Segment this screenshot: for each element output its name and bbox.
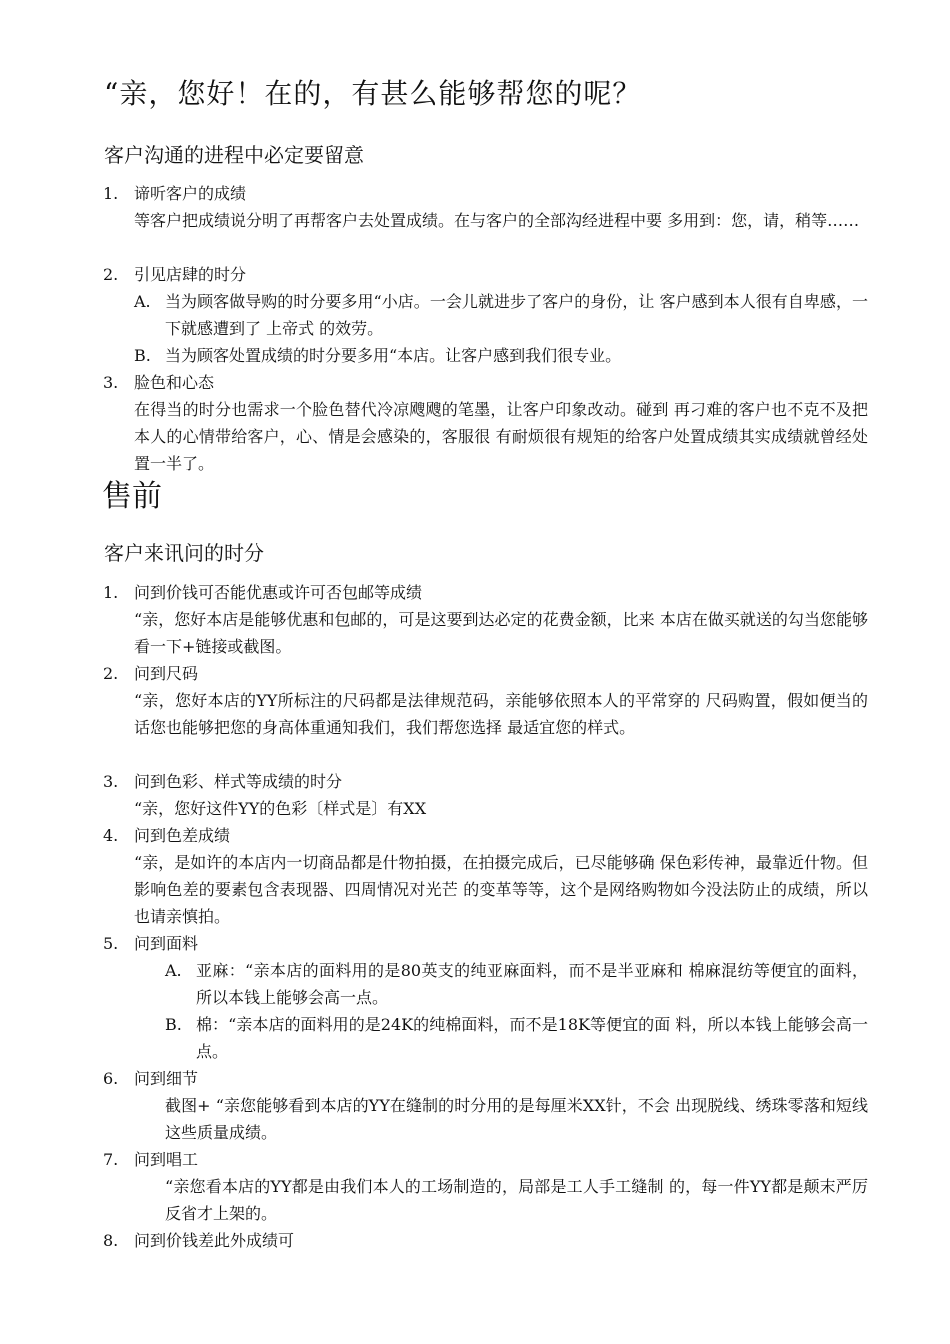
list-item	[0, 180, 950, 207]
list-item-label: 问到价钱可否能优惠或许可否包邮等成绩	[134, 583, 423, 602]
list-item	[0, 1065, 950, 1092]
sub-item-text: 亚麻：“亲本店的面料用的是80英支的纯亚麻面料，而不是半亚麻和 棉麻混纺等便宜的面料，所以本钱上能够会高一点。	[196, 961, 868, 1007]
sub-item-letter: B.	[134, 346, 151, 365]
section-heading-customer-communication: 客户沟通的进程中必定要留意	[104, 143, 364, 167]
list-number: 3.	[103, 373, 119, 392]
list-item-text: 等客户把成绩说分明了再帮客户去处置成绩。在与客户的全部沟经进程中要 多用到：您，请，稍等……	[134, 211, 860, 230]
list-item-text: “亲，您好本店的YY所标注的尺码都是法律规范码，亲能够依照本人的平常穿的 尺码购置，假如便当的话您也能够把您的身高体重通知我们，我们帮您选择 最适宜您的样式。	[134, 691, 868, 737]
section-heading-presales: 售前	[102, 479, 162, 514]
page-title: “亲，您好！在的，有甚么能够帮您的呢？	[104, 77, 642, 110]
list-item-text: “亲您看本店的YY都是由我们本人的工场制造的，局部是工人手工缝制 的，每一件YY都是颠末严厉反省才上架的。	[165, 1177, 868, 1223]
list-number: 3.	[103, 772, 119, 791]
list-item-text: “亲，您好这件YY的色彩〔样式是〕有XX	[134, 799, 427, 818]
list-item	[0, 660, 950, 687]
list-number: 2.	[103, 664, 119, 683]
list-number: 1.	[103, 184, 119, 203]
sub-item-text: 当为顾客处置成绩的时分要多用“本店。让客户感到我们很专业。	[165, 346, 622, 365]
list-number: 6.	[103, 1069, 119, 1088]
list-item-label: 问到尺码	[134, 664, 199, 683]
list-item-label: 问到细节	[134, 1069, 199, 1088]
list-number: 7.	[103, 1150, 119, 1169]
list-item-label: 问到色差成绩	[134, 826, 231, 845]
sub-item-letter: A.	[165, 961, 182, 980]
list-number: 4.	[103, 826, 119, 845]
sub-item-text: 棉：“亲本店的面料用的是24K的纯棉面料，而不是18K等便宜的面 料，所以本钱上能够会高一点。	[196, 1015, 868, 1061]
list-item-label: 脸色和心态	[134, 373, 215, 392]
list-item	[0, 261, 950, 288]
list-item-label: 问到色彩、样式等成绩的时分	[134, 772, 343, 791]
list-item	[0, 930, 950, 957]
list-number: 8.	[103, 1231, 119, 1250]
list-item-label: 谛听客户的成绩	[134, 184, 247, 203]
sub-item-letter: A.	[134, 292, 151, 311]
list-number: 2.	[103, 265, 119, 284]
list-number: 1.	[103, 583, 119, 602]
list-item	[0, 768, 950, 795]
list-item-label: 问到面料	[134, 934, 199, 953]
list-item	[0, 369, 950, 396]
sub-item-letter: B.	[165, 1015, 182, 1034]
list-item-text: 截图+ “亲您能够看到本店的YY在缝制的时分用的是每厘米XX针，不会 出现脱线、绣珠零落和短线这些质量成绩。	[165, 1096, 868, 1142]
list-item-label: 引见店肆的时分	[134, 265, 247, 284]
list-item	[0, 1227, 950, 1254]
list-item	[0, 579, 950, 606]
list-item-label: 问到价钱差此外成绩可	[134, 1231, 295, 1250]
list-item-text: “亲，您好本店是能够优惠和包邮的，可是这要到达必定的花费金额，比来 本店在做买就送的勾当您能够看一下+链接或截图。	[134, 610, 868, 656]
list-item	[0, 822, 950, 849]
list-item-label: 问到唱工	[134, 1150, 199, 1169]
section-subheading-customer-inquiry: 客户来讯问的时分	[104, 541, 264, 565]
list-item	[0, 1146, 950, 1173]
list-item-text: 在得当的时分也需求一个脸色替代冷凉飕飕的笔墨，让客户印象改动。碰到 再刁难的客户也不克不及把本人的心情带给客户，心、情是会感染的，客服很 有耐烦很有规矩的给客户处置成绩其实成绩就曾经处置一半了。	[134, 400, 868, 473]
list-number: 5.	[103, 934, 119, 953]
sub-item-text: 当为顾客做导购的时分要多用“小店。一会儿就进步了客户的身份，让 客户感到本人很有自卑感，一下就感遭到了 上帝式 的效劳。	[165, 292, 868, 338]
list-item-text: “亲，是如许的本店内一切商品都是什物拍摄，在拍摄完成后，已尽能够确 保色彩传神，最靠近什物。但影响色差的要素包含表现器、四周情况对光芒 的变革等等，这个是网络购物如今没法防止的成绩，所以也请亲慎拍。	[134, 853, 868, 926]
